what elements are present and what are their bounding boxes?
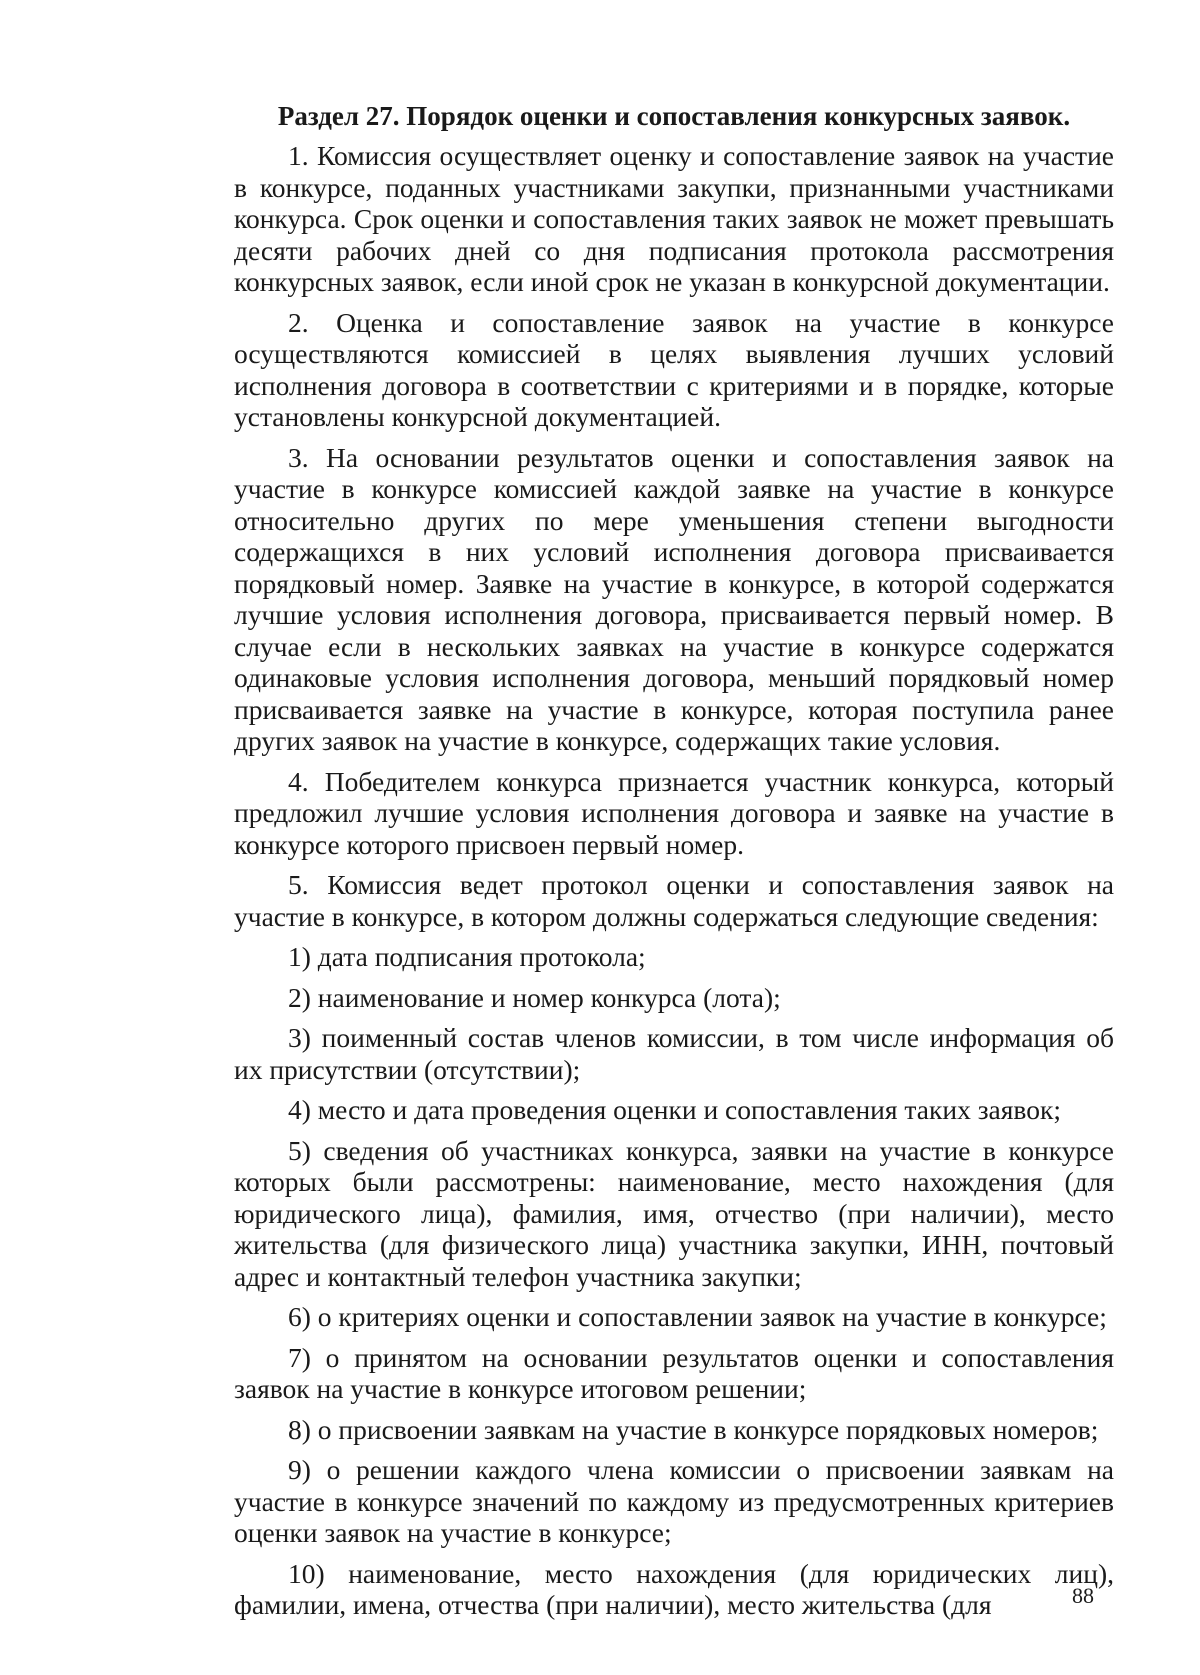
paragraph-2: 2. Оценка и сопоставление заявок на участие в конкурсе осуществляются комиссией в целях выявления лучших условий исполнения договора в соответствии с критериями и в порядке, которые установлены конкурсной документацией. [234, 306, 1114, 432]
paragraph-3: 3. На основании результатов оценки и сопоставления заявок на участие в конкурсе комиссией каждой заявке на участие в конкурсе относительно других по мере уменьшения степени выгодности содержащихся в них условий исполнения договора присваивается порядковый номер. Заявке на участие в конкурсе, в которой содержатся лучшие условия исполнения договора, присваивается первый номер. В случае если в нескольких заявках на участие в конкурсе содержатся одинаковые условия исполнения договора, меньший порядковый номер присваивается заявке на участие в конкурсе, которая поступила ранее других заявок на участие в конкурсе, содержащих такие условия. [234, 441, 1114, 756]
list-item-7: 7) о принятом на основании результатов оценки и сопоставления заявок на участие в конкурсе итоговом решении; [234, 1341, 1114, 1404]
paragraph-5: 5. Комиссия ведет протокол оценки и сопоставления заявок на участие в конкурсе, в котором должны содержаться следующие сведения: [234, 869, 1114, 932]
list-item-5: 5) сведения об участниках конкурса, заявки на участие в конкурсе которых были рассмотрены: наименование, место нахождения (для юридического лица), фамилия, имя, отчество (при наличии), место жительства (для физического лица) участника закупки, ИНН, почтовый адрес и контактный телефон участника закупки; [234, 1134, 1114, 1292]
page-number: 88 [1072, 1583, 1094, 1608]
paragraph-4: 4. Победителем конкурса признается участник конкурса, который предложил лучшие условия исполнения договора и заявке на участие в конкурсе которого присвоен первый номер. [234, 765, 1114, 860]
list-item-8: 8) о присвоении заявкам на участие в конкурсе порядковых номеров; [288, 1413, 1099, 1445]
list-item-4: 4) место и дата проведения оценки и сопоставления таких заявок; [288, 1094, 1061, 1125]
paragraph-1: 1. Комиссия осуществляет оценку и сопоставление заявок на участие в конкурсе, поданных участниками закупки, признанными участниками конкурса. Срок оценки и сопоставления таких заявок не может превышать десяти рабочих дней со дня подписания протокола рассмотрения конкурсных заявок, если иной срок не указан в конкурсной документации. [234, 140, 1114, 297]
list-item-2: 2) наименование и номер конкурса (лота); [288, 981, 781, 1013]
list-item-6: 6) о критериях оценки и сопоставлении заявок на участие в конкурсе; [288, 1301, 1107, 1332]
list-item-1: 1) дата подписания протокола; [288, 941, 646, 972]
section-heading: Раздел 27. Порядок оценки и сопоставления конкурсных заявок. [277, 101, 1071, 131]
document-page [234, 100, 1114, 1630]
paragraph-list [234, 140, 1114, 1621]
list-item-9: 9) о решении каждого члена комиссии о присвоении заявкам на участие в конкурсе значений по каждому из предусмотренных критериев оценки заявок на участие в конкурсе; [234, 1454, 1114, 1548]
list-item-10: 10) наименование, место нахождения (для юридических лиц), фамилии, имена, отчества (при наличии), место жительства (для [234, 1557, 1114, 1620]
list-item-3: 3) поименный состав членов комиссии, в том числе информация об их присутствии (отсутствии); [234, 1022, 1114, 1085]
